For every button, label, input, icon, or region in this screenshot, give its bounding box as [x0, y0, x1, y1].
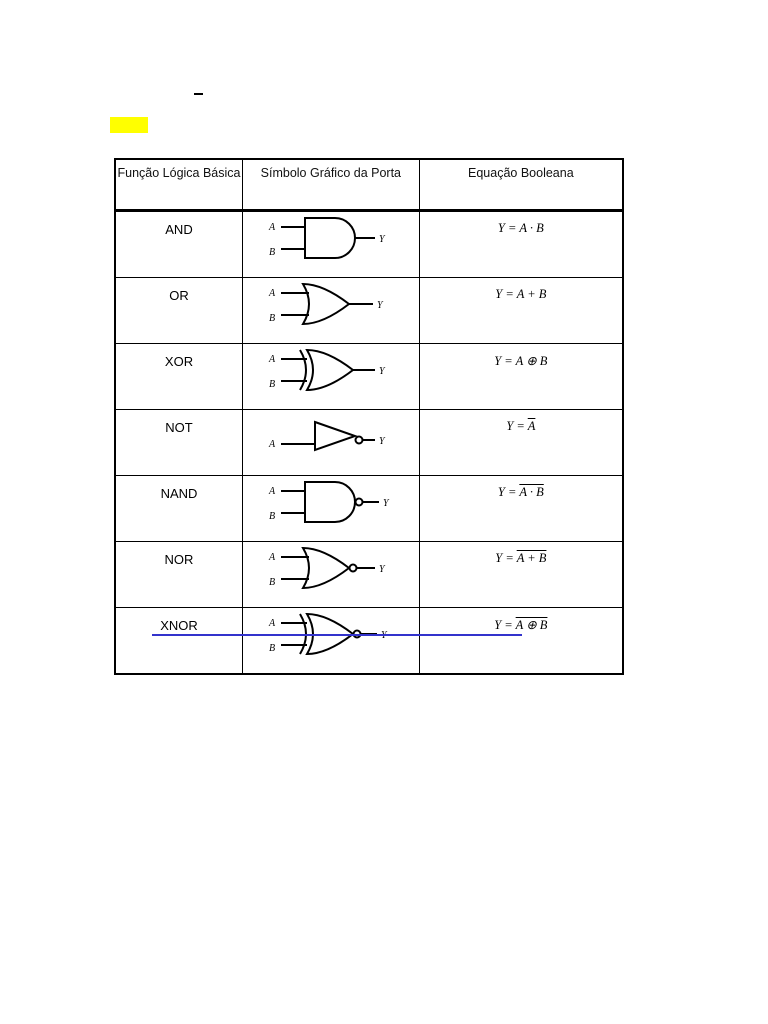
input-b-label: B: [269, 313, 276, 324]
function-name: OR: [115, 278, 243, 344]
header-symbol: Símbolo Gráfico da Porta: [243, 159, 420, 211]
input-a-label: A: [269, 486, 276, 497]
or-gate-icon: [243, 278, 419, 330]
input-b-label: B: [269, 643, 276, 654]
table-row: [115, 542, 623, 608]
gate-symbol-cell: [243, 278, 420, 344]
dash-mark: [194, 93, 203, 95]
nand-gate-icon: [243, 476, 419, 528]
table-row: [115, 608, 623, 675]
table-header-row: [115, 159, 623, 211]
equation-rhs: A · B: [519, 485, 544, 499]
output-y-label: Y: [377, 300, 383, 311]
gate-symbol-cell: [243, 344, 420, 410]
output-y-label: Y: [379, 366, 385, 377]
gate-symbol-cell: [243, 608, 420, 675]
function-name: NOR: [115, 542, 243, 608]
equation-lhs: Y =: [497, 221, 520, 235]
input-b-label: B: [269, 247, 276, 258]
function-name: AND: [115, 211, 243, 278]
output-y-label: Y: [383, 498, 389, 509]
boolean-equation: [419, 211, 623, 278]
equation-rhs: A + B: [516, 287, 547, 301]
input-a-label: A: [269, 618, 276, 629]
gate-symbol-cell: [243, 476, 420, 542]
table-row: [115, 476, 623, 542]
equation-rhs: A ⊕ B: [515, 618, 548, 632]
input-a-label: A: [269, 439, 276, 450]
xor-gate-icon: [243, 344, 419, 396]
table-row: [115, 410, 623, 476]
logic-gates-table: [114, 158, 624, 675]
gate-symbol-cell: [243, 211, 420, 278]
equation-lhs: Y =: [495, 551, 517, 565]
boolean-equation: [419, 542, 623, 608]
input-b-label: B: [269, 511, 276, 522]
input-a-label: A: [269, 288, 276, 299]
equation-lhs: Y =: [497, 485, 520, 499]
highlight-mark: [110, 117, 148, 133]
input-a-label: A: [269, 354, 276, 365]
boolean-equation: [419, 476, 623, 542]
table-row: [115, 278, 623, 344]
gate-symbol-cell: [243, 542, 420, 608]
gate-symbol-cell: [243, 410, 420, 476]
input-a-label: A: [269, 552, 276, 563]
output-y-label: Y: [379, 436, 385, 447]
equation-lhs: Y =: [495, 287, 517, 301]
boolean-equation: [419, 278, 623, 344]
equation-rhs: $\overline{A}$: [527, 419, 536, 433]
function-name: NAND: [115, 476, 243, 542]
input-a-label: A: [269, 222, 276, 233]
boolean-equation: [419, 344, 623, 410]
and-gate-icon: [243, 212, 419, 264]
equation-lhs: Y =: [494, 618, 516, 632]
function-name: XOR: [115, 344, 243, 410]
not-gate-icon: [243, 410, 419, 462]
header-function: Função Lógica Básica: [115, 159, 243, 211]
boolean-equation: [419, 608, 623, 675]
nor-gate-icon: [243, 542, 419, 594]
output-y-label: Y: [379, 564, 385, 575]
function-name: XNOR: [115, 608, 243, 675]
table-row: [115, 211, 623, 278]
equation-rhs: A ⊕ B: [515, 354, 548, 368]
equation-rhs: A + B: [516, 551, 547, 565]
function-name: NOT: [115, 410, 243, 476]
input-b-label: B: [269, 577, 276, 588]
output-y-label: Y: [379, 234, 385, 245]
header-equation: Equação Booleana: [419, 159, 623, 211]
input-b-label: B: [269, 379, 276, 390]
hyperlink-underline[interactable]: [152, 634, 522, 636]
table-row: [115, 344, 623, 410]
equation-rhs: A · B: [519, 221, 544, 235]
equation-lhs: Y =: [506, 419, 528, 433]
equation-lhs: Y =: [494, 354, 516, 368]
boolean-equation: [419, 410, 623, 476]
